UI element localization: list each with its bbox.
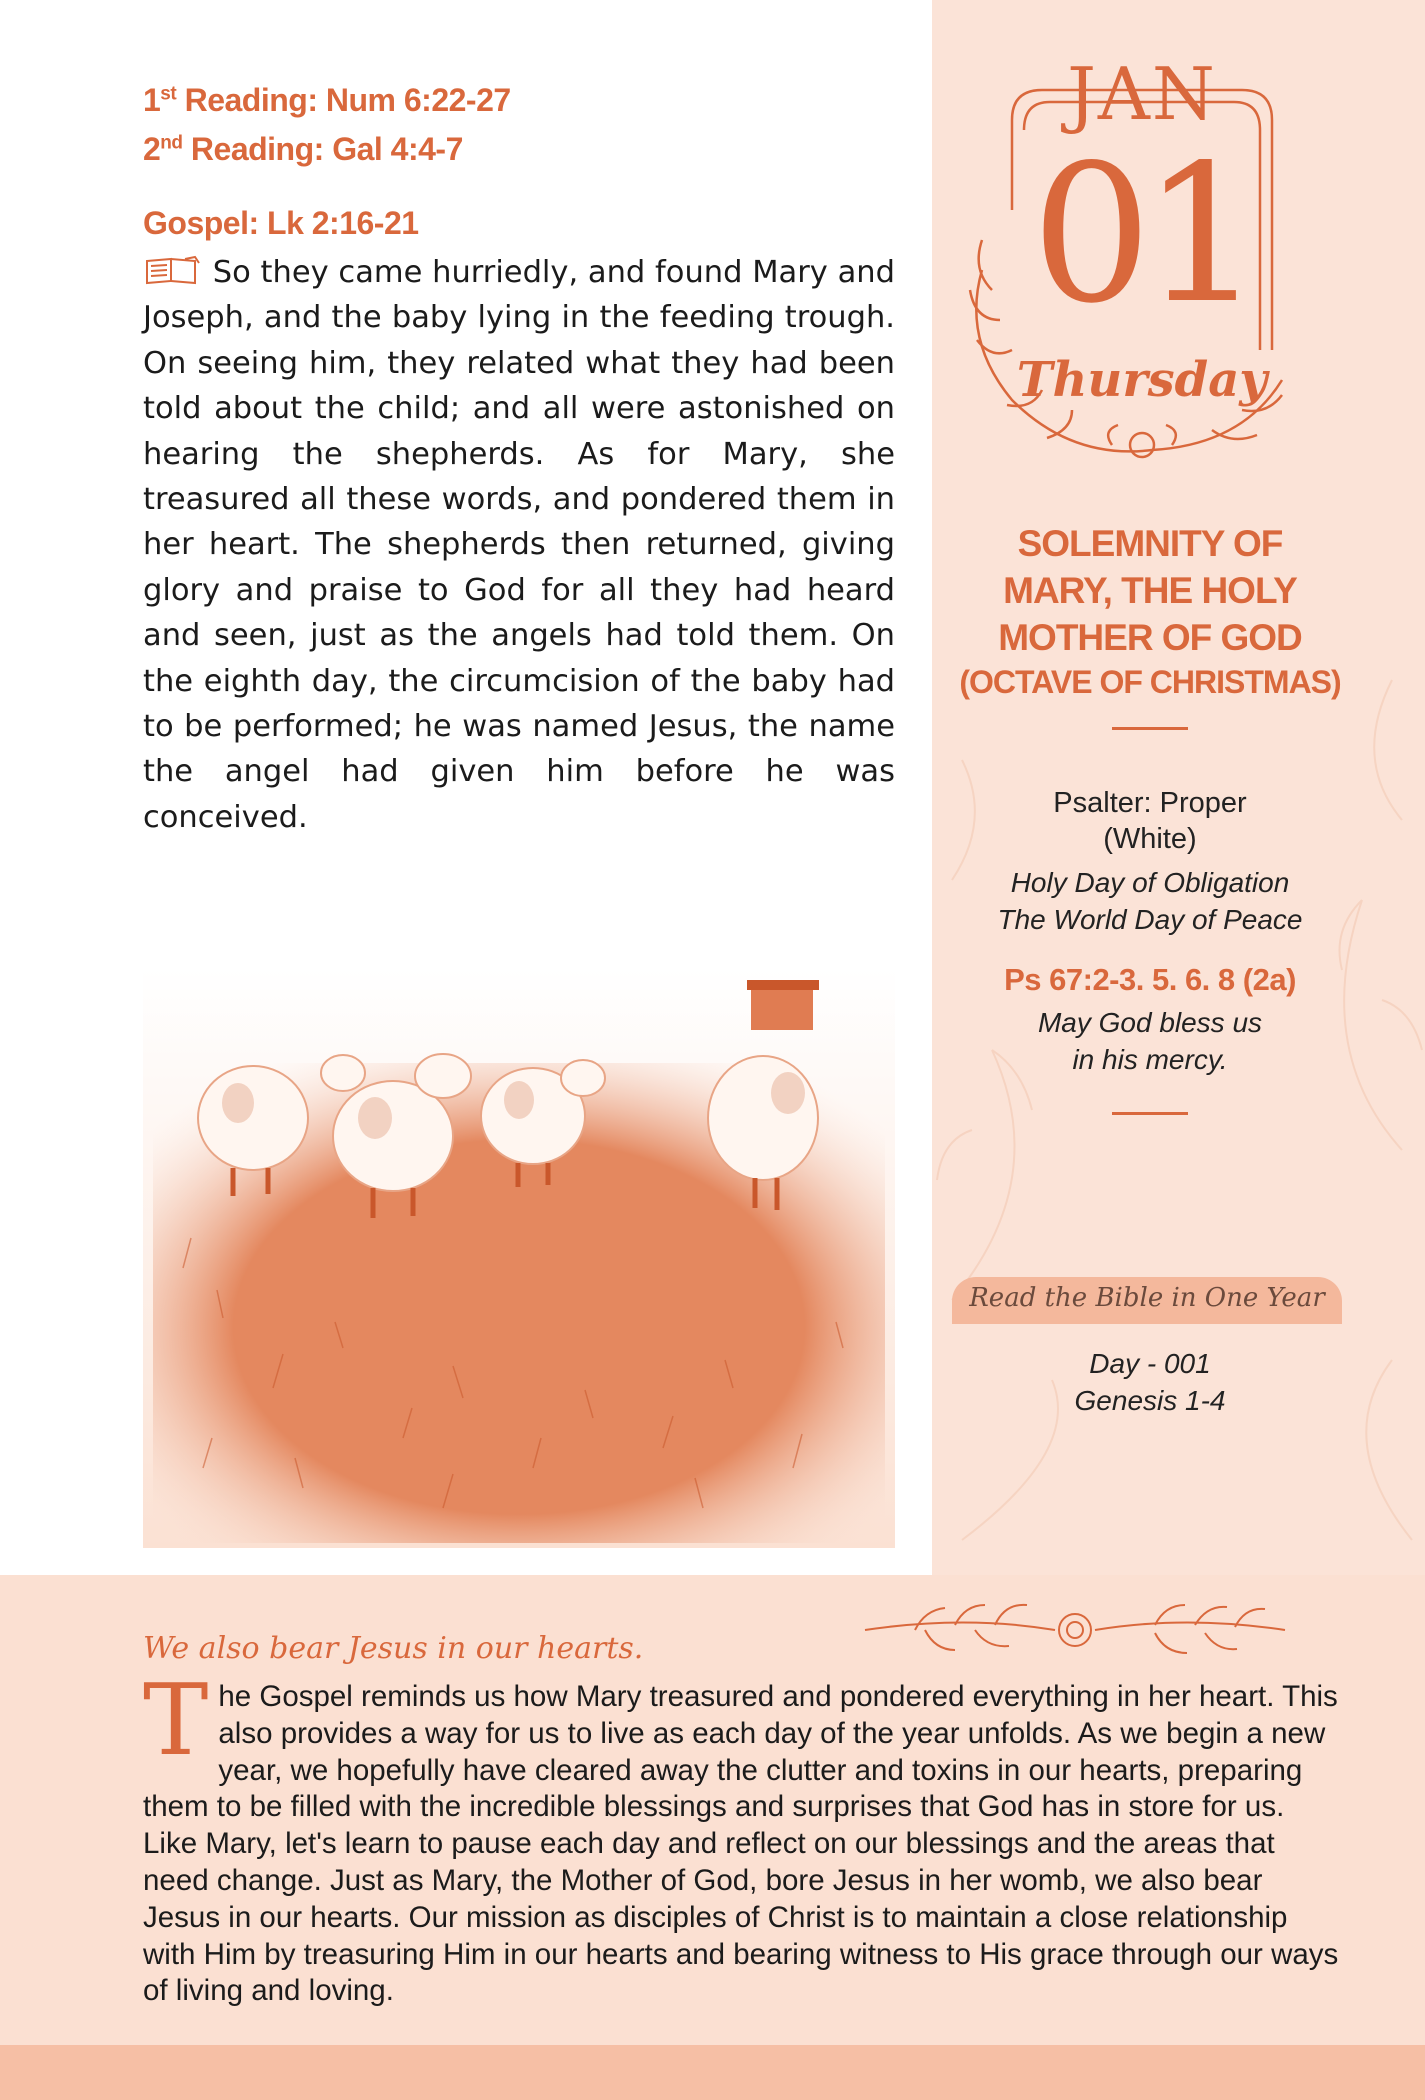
obligation-note: Holy Day of Obligation [1010,867,1290,898]
month-label: JAN [1067,52,1217,136]
bible-year-title: Read the Bible in One Year [969,1283,1325,1313]
gospel-reference: Gospel: Lk 2:16-21 [143,205,419,241]
world-day-note: The World Day of Peace [997,904,1303,935]
reflection-title: We also bear Jesus in our hearts. [143,1631,644,1666]
footer-bar [0,2045,1425,2100]
divider [1112,727,1188,730]
sheep-field-photo [143,968,895,1548]
divider [1112,1112,1188,1115]
weekday-label: Thursday [1016,352,1268,408]
open-book-icon [143,255,203,285]
floral-divider-icon [855,1585,1295,1675]
day-number: 01 [1031,124,1253,345]
drop-cap: T [143,1664,209,1778]
bible-year-day: Day - 001 [1089,1348,1211,1379]
reflection-body: The Gospel reminds us how Mary treasured and pondered everything in her heart. This also provides a way for us to live as each day of the year unfolds. As we begin a new year, we hopefully have cleared away the clutter and toxins in our hearts, preparing them to be filled with the incredible blessings and surprises that God has in store for us. Like Mary, let's learn to pause each day and reflect on our blessings and the areas that need change. Just as Mary, the Mother of God, bore Jesus in her womb, we also bear Jesus in our hearts. Our mission as disciples of Christ is to maintain a close relationship with Him by treasuring Him in our hearts and bearing witness to His grace through our ways of living and loving. [143,1664,1339,2008]
psalm-response-line1: May God bless us [1037,1007,1263,1038]
liturgical-color: (White) [1103,823,1197,855]
first-reading: 1st Reading: Num 6:22-27 [143,82,511,118]
psalm-response-line2: in his mercy. [1072,1044,1228,1075]
bible-year-passage: Genesis 1-4 [1074,1385,1226,1416]
gospel-text: So they came hurriedly, and found Mary and Joseph, and the baby lying in the feeding trough. On seeing him, they related what they had been told about the child; and all were astonished on hearing the shepherds. As for Mary, she treasured all these words, and pondered them in her heart. The shepherds then returned, giving glory and praise to God for all they had heard and seen, just as the angels had told them. On the eighth day, the circumcision of the baby had to be performed; he was named Jesus, the name the angel had given him before he was conceived. [143,255,895,835]
psalm-reference: Ps 67:2-3. 5. 6. 8 (2a) [1004,962,1296,997]
feast-title: SOLEMNITY OF MARY, THE HOLY MOTHER OF GOD (OCTAVE OF CHRISTMAS) [959,523,1341,700]
second-reading: 2nd Reading: Gal 4:4-7 [143,131,463,167]
psalter-label: Psalter: Proper [1053,787,1247,819]
